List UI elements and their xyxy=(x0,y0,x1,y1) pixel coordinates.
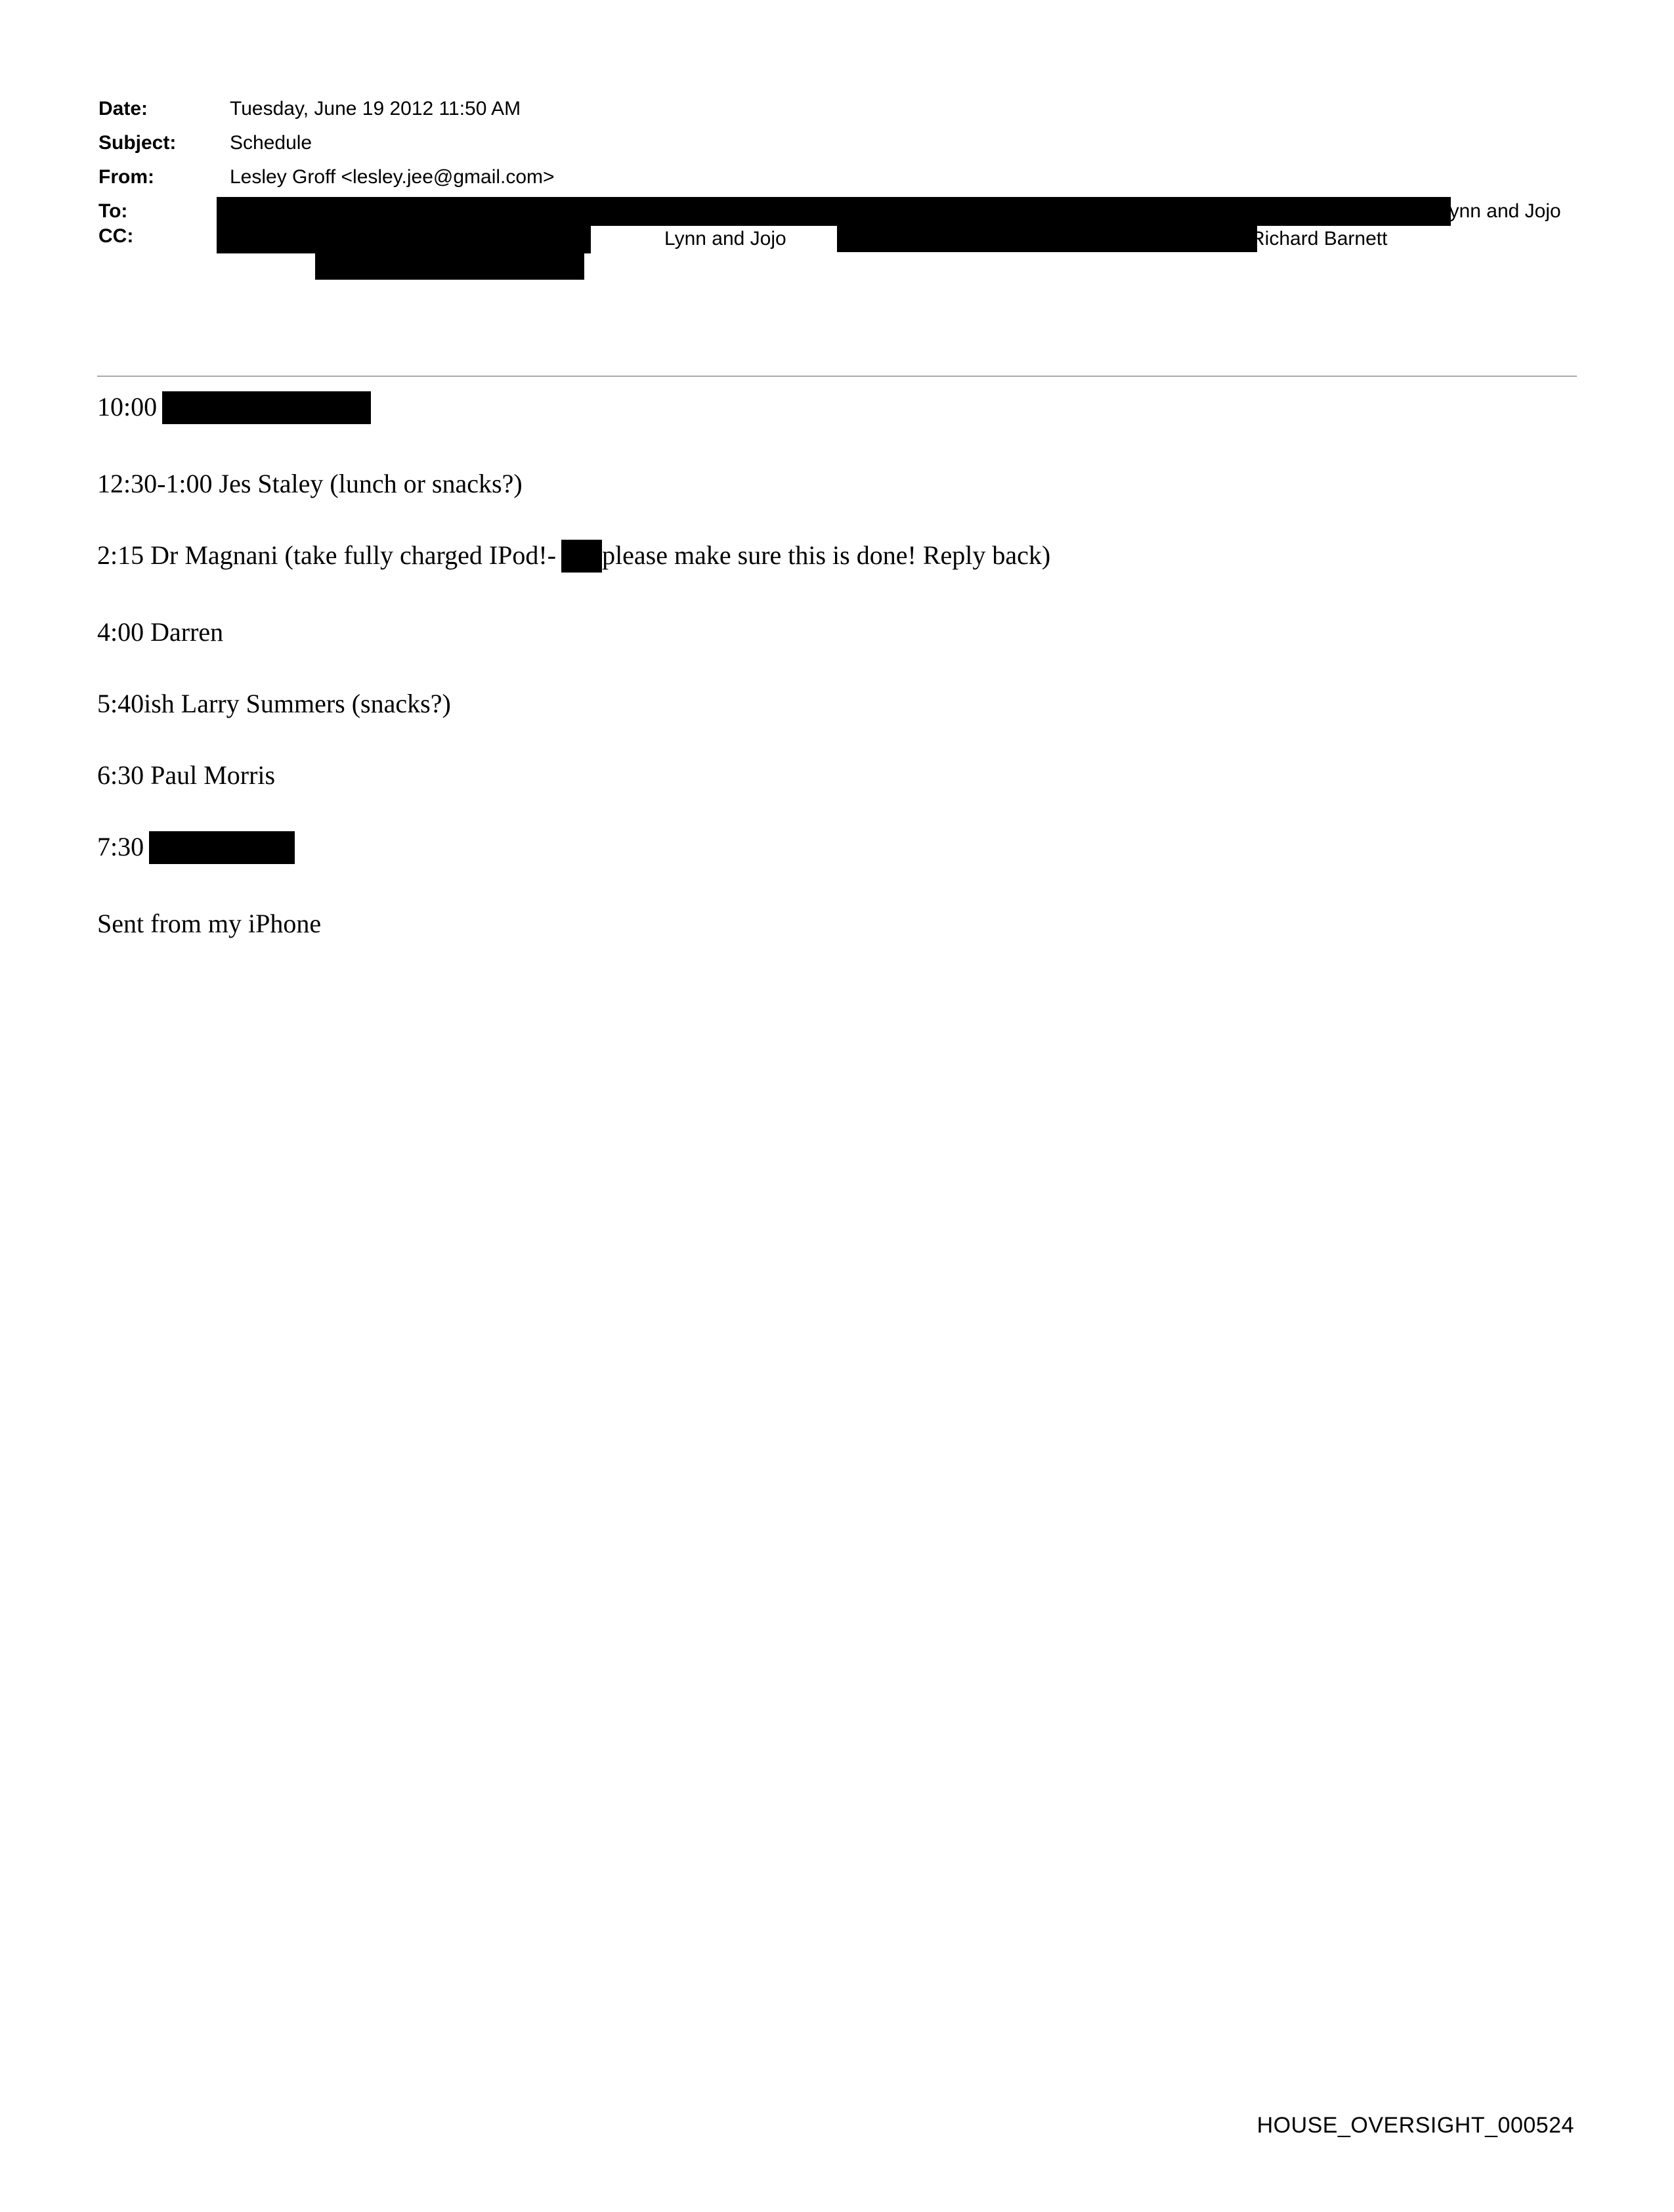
to-label: To: xyxy=(98,200,128,222)
email-body xyxy=(97,391,1577,940)
cc-recipient-1: Lynn and Jojo xyxy=(1439,200,1561,222)
date-value: Tuesday, June 19 2012 11:50 AM xyxy=(230,98,521,119)
redaction-bar-cc-2 xyxy=(217,225,591,253)
schedule-line-215-text-after: please make sure this is done! Reply back) xyxy=(602,540,1051,571)
cc-recipient-3: Richard Barnett xyxy=(1251,228,1388,249)
schedule-line-1000 xyxy=(97,391,1577,428)
schedule-line-1230 xyxy=(97,468,1577,500)
schedule-line-730-text: 7:30 xyxy=(97,832,144,862)
schedule-line-1000-text: 10:00 xyxy=(97,392,158,422)
schedule-line-730 xyxy=(97,831,1577,868)
header-row-subject xyxy=(98,126,1576,160)
schedule-line-400 xyxy=(97,617,1577,648)
email-signature xyxy=(97,908,1577,940)
subject-label: Subject: xyxy=(98,132,177,154)
schedule-line-630-text: 6:30 Paul Morris xyxy=(97,760,276,790)
subject-value: Schedule xyxy=(230,132,312,154)
schedule-line-215-text: 2:15 Dr Magnani (take fully charged IPod!- xyxy=(97,540,557,571)
redaction-bar-cc-1 xyxy=(217,197,1451,226)
from-value: Lesley Groff <lesley.jee@gmail.com> xyxy=(230,166,555,188)
from-label: From: xyxy=(98,166,154,188)
header-row-cc xyxy=(98,194,1576,280)
header-row-from xyxy=(98,160,1576,194)
bates-number: HOUSE_OVERSIGHT_000524 xyxy=(1256,2113,1574,2138)
schedule-line-540-text: 5:40ish Larry Summers (snacks?) xyxy=(97,689,451,718)
email-signature-text: Sent from my iPhone xyxy=(97,909,322,938)
cc-recipient-2: Lynn and Jojo xyxy=(664,228,786,249)
schedule-line-400-text: 4:00 Darren xyxy=(97,617,224,647)
redaction-bar-cc-4 xyxy=(315,252,584,280)
redaction-bar-body-3 xyxy=(149,831,295,864)
schedule-line-630 xyxy=(97,760,1577,791)
redaction-bar-body-2 xyxy=(561,540,602,573)
redaction-bar-body-1 xyxy=(162,391,371,424)
redaction-bar-cc-3 xyxy=(837,225,1257,252)
email-header xyxy=(98,92,1576,249)
schedule-line-540 xyxy=(97,688,1577,720)
schedule-line-1230-text: 12:30-1:00 Jes Staley (lunch or snacks?) xyxy=(97,469,523,498)
header-body-divider xyxy=(97,376,1577,377)
date-label: Date: xyxy=(98,98,148,119)
cc-label: CC: xyxy=(98,225,134,247)
schedule-line-215 xyxy=(97,540,1577,576)
header-row-date xyxy=(98,92,1576,126)
